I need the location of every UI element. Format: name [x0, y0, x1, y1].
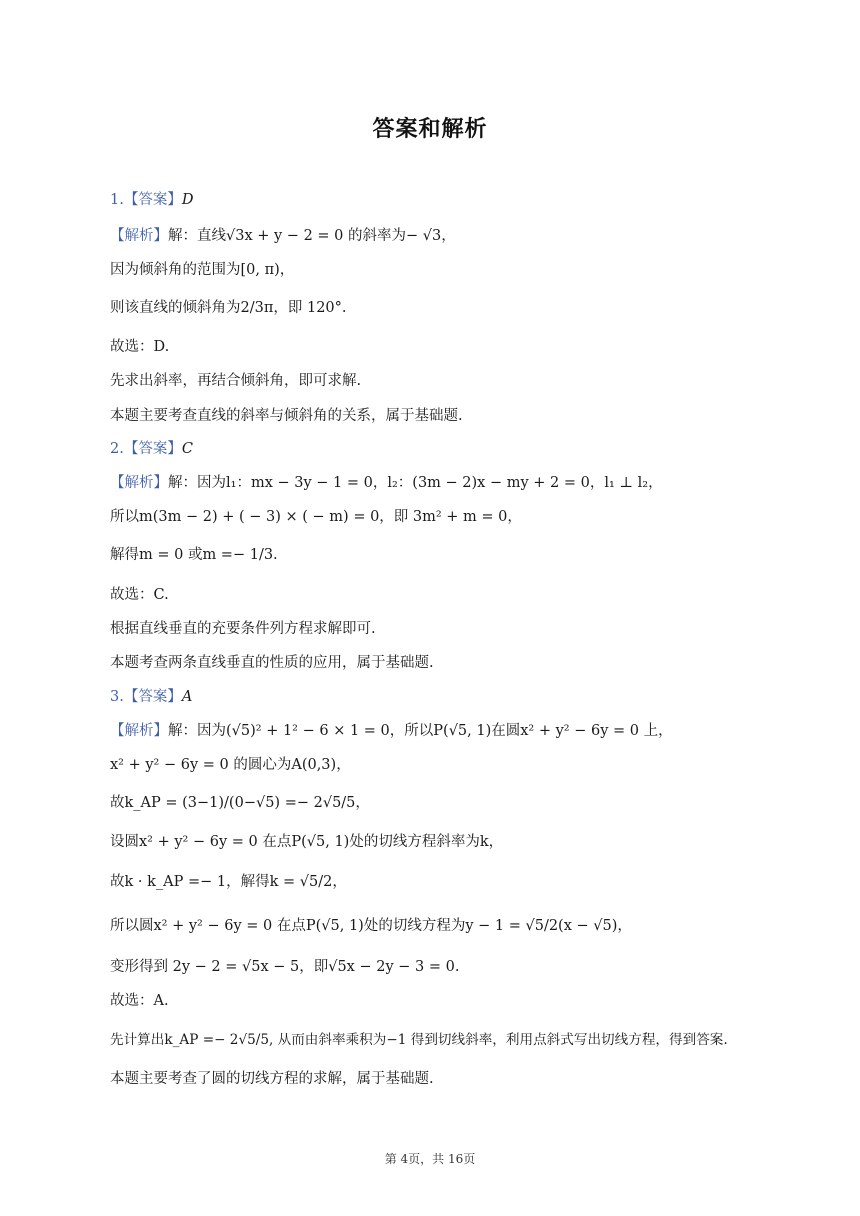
analysis-text: 本题主要考查直线的斜率与倾斜角的关系，属于基础题. — [110, 408, 463, 424]
analysis-text: 故k · k_AP =− 1，解得k = √5/2， — [110, 874, 347, 890]
answer-tag: 【答案】 — [123, 689, 182, 705]
analysis-text: 解：因为(√5)² + 1² − 6 × 1 = 0，所以P(√5, 1)在圆x² + y² − 6y = 0 上， — [168, 723, 673, 739]
analysis-text: 先计算出k_AP =− 2√5/5, 从而由斜率乘积为−1 得到切线斜率，利用点斜式写出切线方程，得到答案. — [110, 1032, 728, 1048]
analysis-text: 所以m(3m − 2) + ( − 3) × ( − m) = 0，即 3m² + m = 0， — [110, 509, 522, 525]
analysis-text: 根据直线垂直的充要条件列方程求解即可. — [110, 621, 376, 637]
analysis-text: 因为倾斜角的范围为[0, π)， — [110, 262, 295, 278]
analysis-text: 先求出斜率，再结合倾斜角，即可求解. — [110, 373, 362, 389]
answer-value: D — [181, 192, 194, 208]
question-number: 1. — [110, 192, 124, 208]
analysis-text: 本题主要考查了圆的切线方程的求解，属于基础题. — [110, 1071, 434, 1087]
question-2-answer-line — [110, 439, 760, 459]
question-2-analysis-line — [110, 473, 760, 493]
analysis-text: 解得m = 0 或m =− 1/3. — [110, 547, 278, 563]
question-1-answer-line — [110, 190, 760, 210]
analysis-text: 解：直线√3x + y − 2 = 0 的斜率为− √3， — [168, 228, 456, 244]
question-3-answer-line — [110, 687, 760, 707]
answer-tag: 【答案】 — [123, 441, 182, 457]
analysis-text: 本题考查两条直线垂直的性质的应用，属于基础题. — [110, 655, 434, 671]
question-number: 3. — [110, 689, 124, 705]
question-number: 2. — [110, 441, 124, 457]
answer-tag: 【答案】 — [123, 192, 182, 208]
analysis-text: x² + y² − 6y = 0 的圆心为A(0,3)， — [110, 757, 351, 773]
analysis-text: 故选：C. — [110, 587, 169, 603]
analysis-text: 故选：D. — [110, 339, 170, 355]
analysis-text: 设圆x² + y² − 6y = 0 在点P(√5, 1)处的切线方程斜率为k， — [110, 834, 504, 850]
analysis-text: 所以圆x² + y² − 6y = 0 在点P(√5, 1)处的切线方程为y − 1 = √5/2(x − √5)， — [110, 918, 632, 934]
answer-value: C — [181, 441, 193, 457]
answer-value: A — [181, 689, 193, 705]
analysis-text: 则该直线的倾斜角为2/3π，即 120°. — [110, 300, 347, 316]
analysis-text: 故k_AP = (3−1)/(0−√5) =− 2√5/5， — [110, 795, 370, 811]
analysis-tag: 【解析】 — [110, 475, 168, 491]
analysis-text: 解：因为l₁：mx − 3y − 1 = 0，l₂：(3m − 2)x − my + 2 = 0，l₁ ⊥ l₂， — [168, 475, 663, 491]
question-3-analysis-line — [110, 721, 760, 741]
page-footer: 第 4页，共 16页 — [384, 1152, 476, 1166]
analysis-text: 变形得到 2y − 2 = √5x − 5，即√5x − 2y − 3 = 0. — [110, 959, 460, 975]
analysis-text: 故选：A. — [110, 993, 169, 1009]
analysis-tag: 【解析】 — [110, 723, 168, 739]
question-1-analysis-line — [110, 226, 760, 246]
page-title: 答案和解析 — [372, 117, 488, 142]
analysis-tag: 【解析】 — [110, 228, 168, 244]
